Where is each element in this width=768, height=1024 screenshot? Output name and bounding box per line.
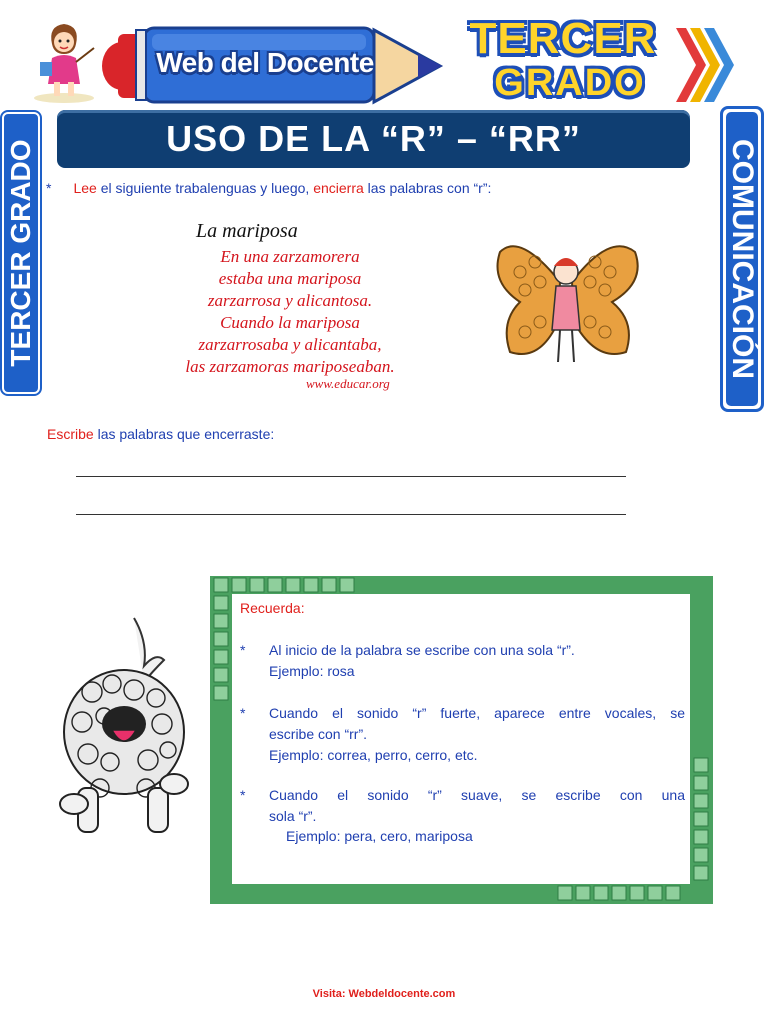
answer-line-1[interactable] [76,476,626,477]
instruction-text1: el siguiente trabalenguas y luego, [96,180,314,196]
instruction-verb-encierra: encierra [313,180,364,196]
recuerda-item-2-line2: escribe con “rr”. [269,726,368,742]
side-tab-grade [2,112,40,394]
poem-line: Cuando la mariposa [220,313,360,332]
poem-line: En una zarzamorera [220,247,360,266]
teacher-illustration [30,18,98,104]
write-text: las palabras que encerraste: [93,426,275,442]
write-prompt [47,426,274,442]
instruction-line [46,180,491,196]
grade-title-line2: GRADO [494,61,646,104]
instruction-verb-lee: Lee [73,180,97,196]
butterfly-illustration [480,222,652,374]
grade-arrow-icon [672,22,738,108]
side-tab-subject-label: COMUNICACIÓN [726,139,759,379]
side-tab-subject [720,106,764,412]
poem-line: estaba una mariposa [218,269,362,288]
dog-illustration [52,612,192,844]
poem-source: www.educar.org [306,376,390,391]
recuerda-item-3-line2: sola “r”. [269,808,317,824]
write-verb: Escribe [47,426,94,442]
poem-title: La mariposa [196,220,298,242]
recuerda-bullet: * [240,705,246,721]
recuerda-title: Recuerda: [240,600,305,616]
poem-line: zarzarrosa y alicantosa. [207,291,373,310]
side-tab-subject-fill [726,112,758,406]
recuerda-item-2-example: Ejemplo: correa, perro, cerro, etc. [269,747,478,763]
logo-text: Web del Docente [156,47,374,78]
recuerda-item-3-example: Ejemplo: pera, cero, mariposa [286,828,473,844]
poem-line: zarzarrosaba y alicantaba, [198,335,382,354]
instruction-text2: las palabras con “r”: [363,180,492,196]
page-title: USO DE LA “R” – “RR” [166,118,581,159]
instruction-bullet: * [46,180,52,196]
recuerda-bullet: * [240,642,246,658]
poem-line: las zarzamoras mariposeaban. [185,357,395,376]
poem-body [100,246,480,378]
recuerda-item-2-line1: Cuando el sonido “r” fuerte, aparece entre vocales, se [269,705,685,721]
recuerda-item-1-text: Al inicio de la palabra se escribe con una sola “r”. [269,642,575,658]
title-banner [57,110,690,168]
answer-line-2[interactable] [76,514,626,515]
recuerda-item-1-example: Ejemplo: rosa [269,663,355,679]
side-tab-grade-label: TERCER GRADO [5,139,36,367]
recuerda-item-3-line1: Cuando el sonido “r” suave, se escribe con una [269,787,685,803]
recuerda-bullet: * [240,787,246,803]
footer-visit[interactable]: Visita: Webdeldocente.com [312,988,456,1000]
grade-title-line1: TERCER [469,14,657,63]
